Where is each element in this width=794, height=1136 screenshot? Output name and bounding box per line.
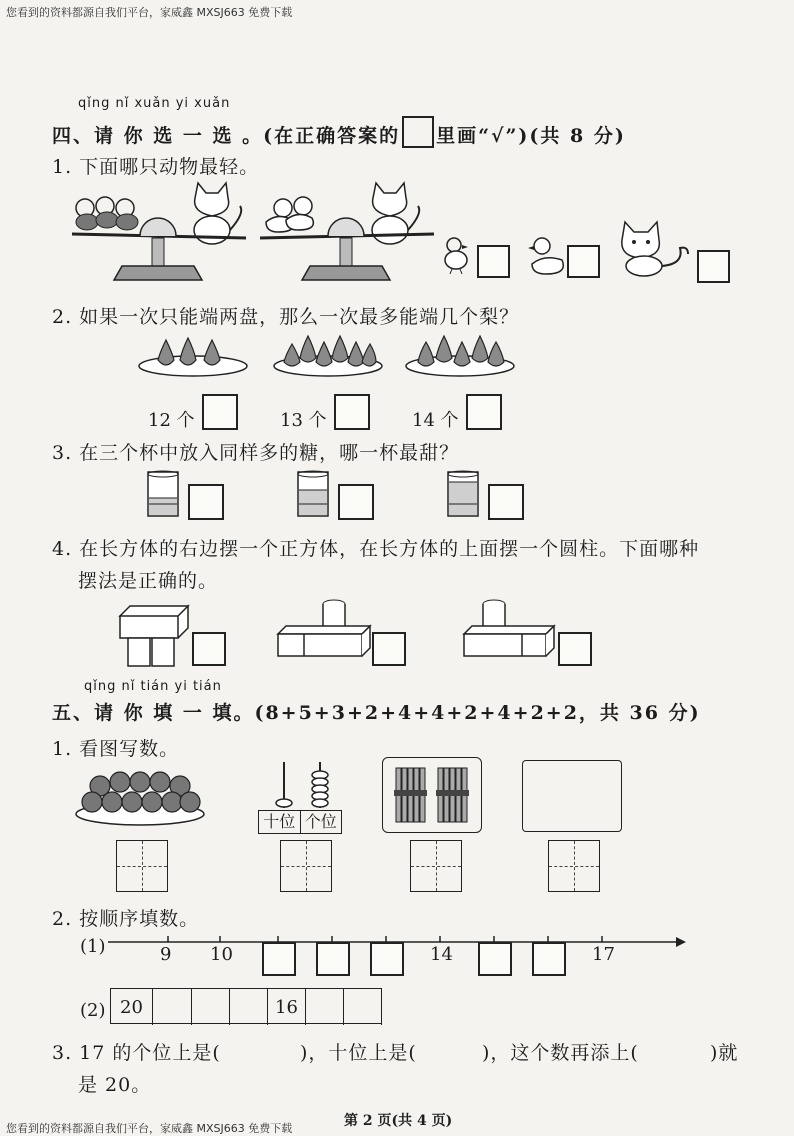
empty-picture-frame[interactable] xyxy=(522,760,622,832)
duck-icon xyxy=(528,236,568,276)
s5-q3-part2: )，十位上是( xyxy=(300,1042,417,1064)
q2-text: 2. 如果一次只能端两盘，那么一次最多能端几个梨？ xyxy=(52,306,520,328)
section4-heading xyxy=(52,116,626,148)
q4-text-line1: 4. 在长方体的右边摆一个正方体，在长方体的上面摆一个圆柱。下面哪种 xyxy=(52,538,700,560)
answer-box-14[interactable] xyxy=(466,394,502,430)
answer-box-arrange3[interactable] xyxy=(558,632,592,666)
q4-text-line2: 摆法是正确的。 xyxy=(78,570,219,592)
s5-q3-part4: )就 xyxy=(710,1042,739,1064)
q1-text: 1. 下面哪只动物最轻。 xyxy=(52,156,260,178)
q2-option-14: 14 个 xyxy=(412,410,459,431)
s5-q2-text: 2. 按顺序填数。 xyxy=(52,908,200,930)
answer-box-cup1[interactable] xyxy=(188,484,224,520)
sequence-cell[interactable] xyxy=(306,989,344,1025)
page-footer: 第 2 页(共 4 页) xyxy=(344,1113,453,1129)
scale-chicks-vs-cat xyxy=(70,178,250,288)
numberline-label: (1) xyxy=(80,936,106,957)
abacus-tens-label: 十位 xyxy=(259,811,301,833)
numberline-14: 14 xyxy=(430,944,453,965)
numberline-box-15[interactable] xyxy=(478,942,512,976)
answer-box-13[interactable] xyxy=(334,394,370,430)
answer-box-cup2[interactable] xyxy=(338,484,374,520)
numberline-box-13[interactable] xyxy=(370,942,404,976)
answer-grid-apples[interactable] xyxy=(116,840,168,892)
sequence-cell[interactable]: 16 xyxy=(268,989,306,1025)
watermark-top: 您看到的资料都源自我们平台，家威鑫 MXSJ663 免费下载 xyxy=(6,6,293,19)
cup-icon xyxy=(146,470,182,520)
cup-icon xyxy=(446,470,482,520)
duck-group-icon xyxy=(266,197,313,232)
answer-grid-sticks[interactable] xyxy=(410,840,462,892)
answer-box-cat[interactable] xyxy=(697,250,730,283)
q3-text: 3. 在三个杯中放入同样多的糖，哪一杯最甜？ xyxy=(52,442,460,464)
abacus-icon xyxy=(260,760,350,812)
watermark-bottom: 您看到的资料都源自我们平台，家威鑫 MXSJ663 免费下载 xyxy=(6,1122,293,1135)
answer-grid-abacus[interactable] xyxy=(280,840,332,892)
q2-option-13: 13 个 xyxy=(280,410,327,431)
section4-heading-a: 四、请 你 选 一 选 。(在正确答案的 xyxy=(52,125,401,147)
arrangement-option-2 xyxy=(276,598,372,658)
chick-group-icon xyxy=(76,197,138,230)
abacus-ones-label: 个位 xyxy=(304,812,337,831)
answer-box-12[interactable] xyxy=(202,394,238,430)
s5-q3-part1: 3. 17 的个位上是( xyxy=(52,1042,221,1064)
numberline-box-11[interactable] xyxy=(262,942,296,976)
numberline-box-16[interactable] xyxy=(532,942,566,976)
heading-answer-box xyxy=(402,116,434,148)
answer-box-arrange1[interactable] xyxy=(192,632,226,666)
apple-plate-icon xyxy=(74,768,206,828)
chick-icon xyxy=(440,236,472,276)
sequence-cell[interactable] xyxy=(344,989,382,1025)
sequence-label: (2) xyxy=(80,1000,106,1021)
numberline-box-12[interactable] xyxy=(316,942,350,976)
arrangement-option-3 xyxy=(462,598,556,658)
plate-many-pears-2 xyxy=(404,330,516,378)
answer-box-chick[interactable] xyxy=(477,245,510,278)
scale-duck-vs-cat xyxy=(258,178,438,288)
sequence-row xyxy=(110,988,382,1024)
answer-box-arrange2[interactable] xyxy=(372,632,406,666)
q2-option-12: 12 个 xyxy=(148,410,195,431)
cup-icon xyxy=(296,470,332,520)
s5-q3-part3: )，这个数再添上( xyxy=(482,1042,639,1064)
numberline-10: 10 xyxy=(210,944,233,965)
sequence-cell[interactable]: 20 xyxy=(111,989,153,1025)
section5-heading: 五、请 你 填 一 填。(8+5+3+2+4+4+2+4+2+2，共 36 分) xyxy=(52,702,701,724)
stick-bundles-icon xyxy=(392,764,472,826)
numberline-9: 9 xyxy=(160,944,172,965)
plate-3-pears xyxy=(138,330,248,378)
numberline-17: 17 xyxy=(592,944,615,965)
cat-icon xyxy=(194,183,241,244)
answer-grid-empty[interactable] xyxy=(548,840,600,892)
answer-box-duck[interactable] xyxy=(567,245,600,278)
s5-q1-text: 1. 看图写数。 xyxy=(52,738,180,760)
sequence-cell[interactable] xyxy=(192,989,230,1025)
section5-pinyin: qǐng nǐ tián yi tián xyxy=(84,679,222,694)
sequence-cell[interactable] xyxy=(153,989,192,1025)
abacus-labels xyxy=(258,810,342,834)
s5-q3-line2: 是 20。 xyxy=(78,1074,152,1096)
section4-heading-b: 里画“√”)(共 8 分) xyxy=(436,125,626,147)
cat-icon xyxy=(618,218,690,278)
answer-box-cup3[interactable] xyxy=(488,484,524,520)
arrangement-option-1 xyxy=(118,604,190,668)
plate-many-pears-1 xyxy=(272,330,384,378)
section4-pinyin: qǐng nǐ xuǎn yi xuǎn xyxy=(78,96,231,111)
sequence-cell[interactable] xyxy=(230,989,268,1025)
